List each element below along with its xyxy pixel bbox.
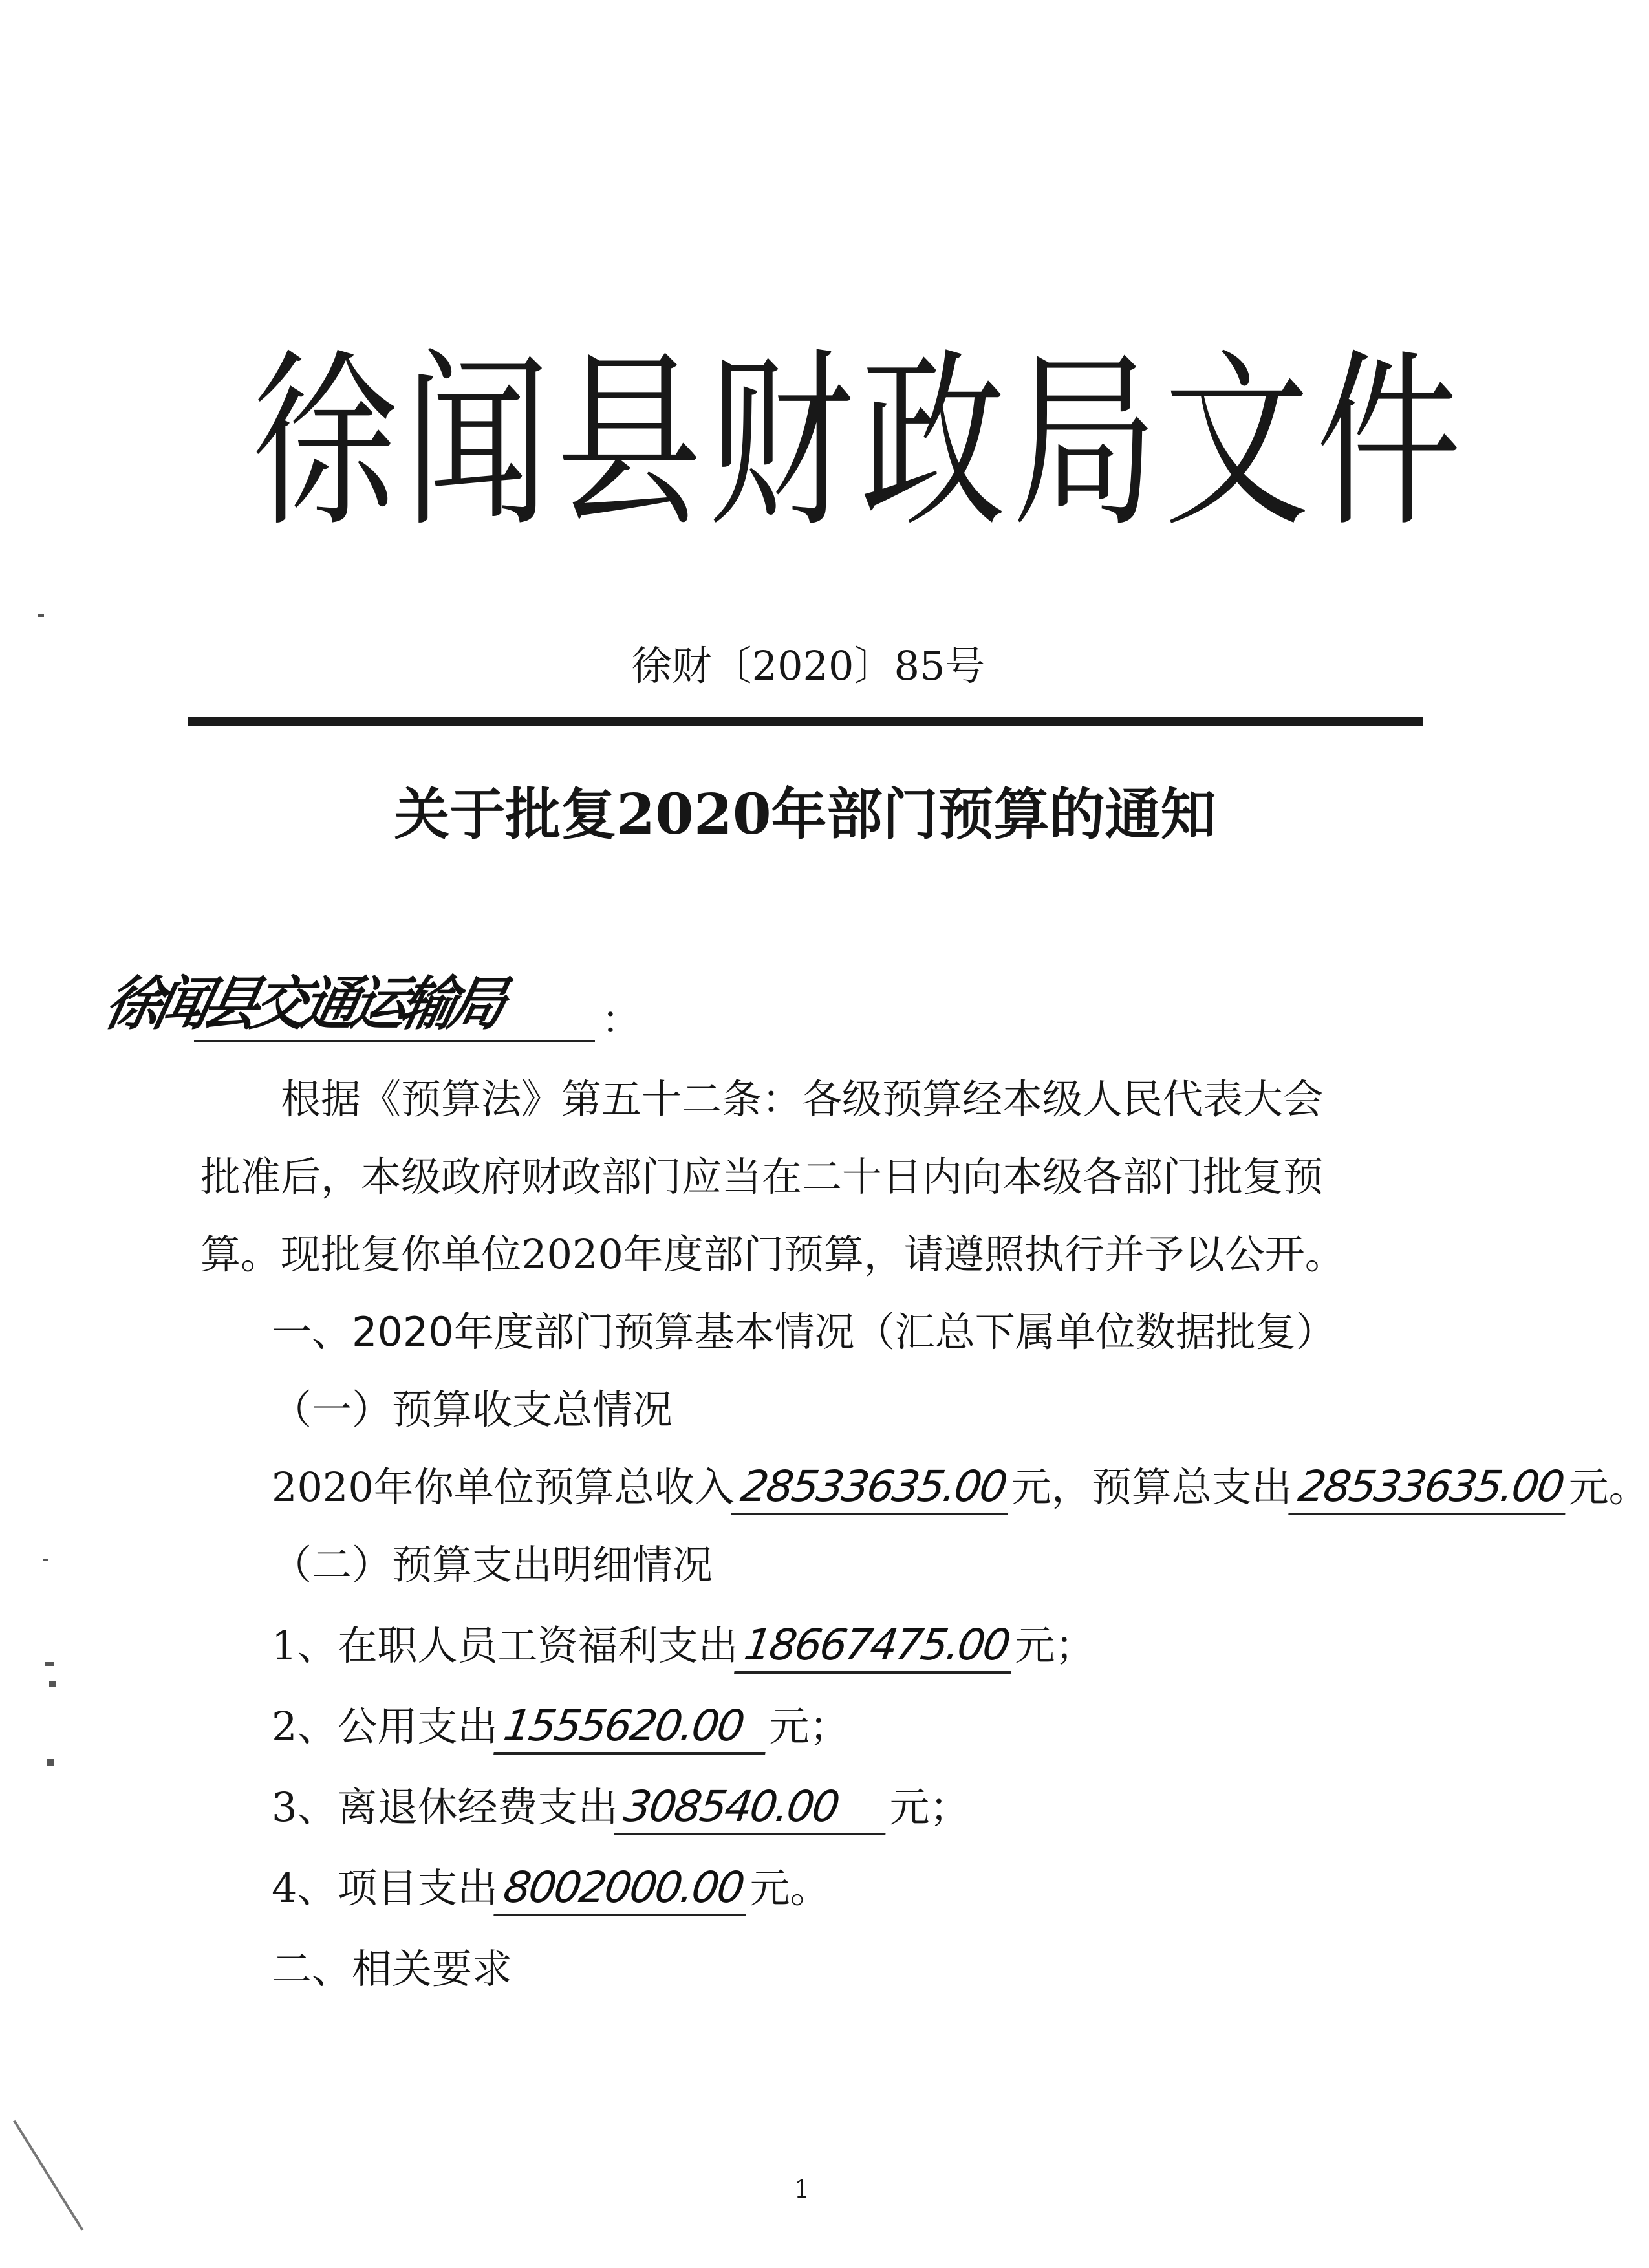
body-paragraph-line-3: 算。现批复你单位2020年度部门预算，请遵照执行并予以公开。: [200, 1231, 1345, 1278]
expense-item-suffix: 元；: [889, 1784, 970, 1831]
section-1-heading: 一、2020年度部门预算基本情况（汇总下属单位数据批复）: [272, 1308, 1336, 1355]
body-paragraph-line-2: 批准后，本级政府财政部门应当在二十日内向本级各部门批复预: [200, 1153, 1324, 1200]
addressee-underline: [194, 1040, 595, 1042]
subsection-2-heading: （二）预算支出明细情况: [272, 1541, 713, 1588]
scan-mark: [43, 1559, 48, 1561]
section-2-heading: 二、相关要求: [272, 1945, 513, 1993]
expense-item-value-handwritten: 1555620.00: [494, 1700, 773, 1755]
expense-item-1: [272, 1607, 1095, 1685]
addressee-block: [97, 962, 1067, 1066]
notice-title: 关于批复2020年部门预算的通知: [394, 782, 1216, 847]
addressee-colon: ：: [601, 998, 640, 1043]
scan-mark: [47, 1759, 54, 1766]
expense-item-suffix: 元；: [1015, 1622, 1095, 1669]
expense-item-label: 3、离退休经费支出: [272, 1784, 618, 1831]
income-value-handwritten: 28533635.00: [731, 1461, 1015, 1515]
subsection-1-heading: （一）预算收支总情况: [272, 1386, 673, 1433]
expense-item-2: [272, 1688, 849, 1766]
expense-item-value-handwritten: 8002000.00: [494, 1862, 754, 1916]
scan-mark: [49, 1681, 56, 1687]
scan-mark: [38, 614, 44, 617]
expense-item-value-handwritten: 18667475.00: [735, 1619, 1019, 1674]
expense-item-suffix: 元；: [769, 1703, 850, 1750]
expense-item-4: [272, 1850, 830, 1927]
scan-edge-line: [13, 2120, 83, 2231]
expense-item-3: [272, 1769, 969, 1846]
income-prefix: 2020年你单位预算总收入: [272, 1463, 735, 1511]
expense-item-label: 4、项目支出: [272, 1864, 498, 1912]
issuer-masthead: 徐闻县财政局文件: [252, 332, 1468, 554]
expense-item-suffix: 元。: [749, 1864, 830, 1912]
scan-mark: [45, 1662, 54, 1666]
expense-item-value-handwritten: 308540.00: [614, 1781, 894, 1835]
header-divider: [188, 717, 1423, 726]
expense-suffix: 元。: [1568, 1463, 1649, 1511]
document-number: 徐财〔2020〕85号: [631, 642, 986, 689]
page-number: 1: [793, 2175, 810, 2203]
addressee-handwritten: 徐闻县交通运输局: [98, 970, 507, 1038]
budget-total-line: [272, 1449, 1649, 1526]
body-paragraph-line-1: 根据《预算法》第五十二条：各级预算经本级人民代表大会: [281, 1075, 1324, 1123]
expense-value-handwritten: 28533635.00: [1288, 1461, 1573, 1515]
expense-item-label: 2、公用支出: [272, 1703, 498, 1750]
expense-item-label: 1、在职人员工资福利支出: [272, 1622, 738, 1669]
income-mid: 元，预算总支出: [1011, 1463, 1292, 1511]
